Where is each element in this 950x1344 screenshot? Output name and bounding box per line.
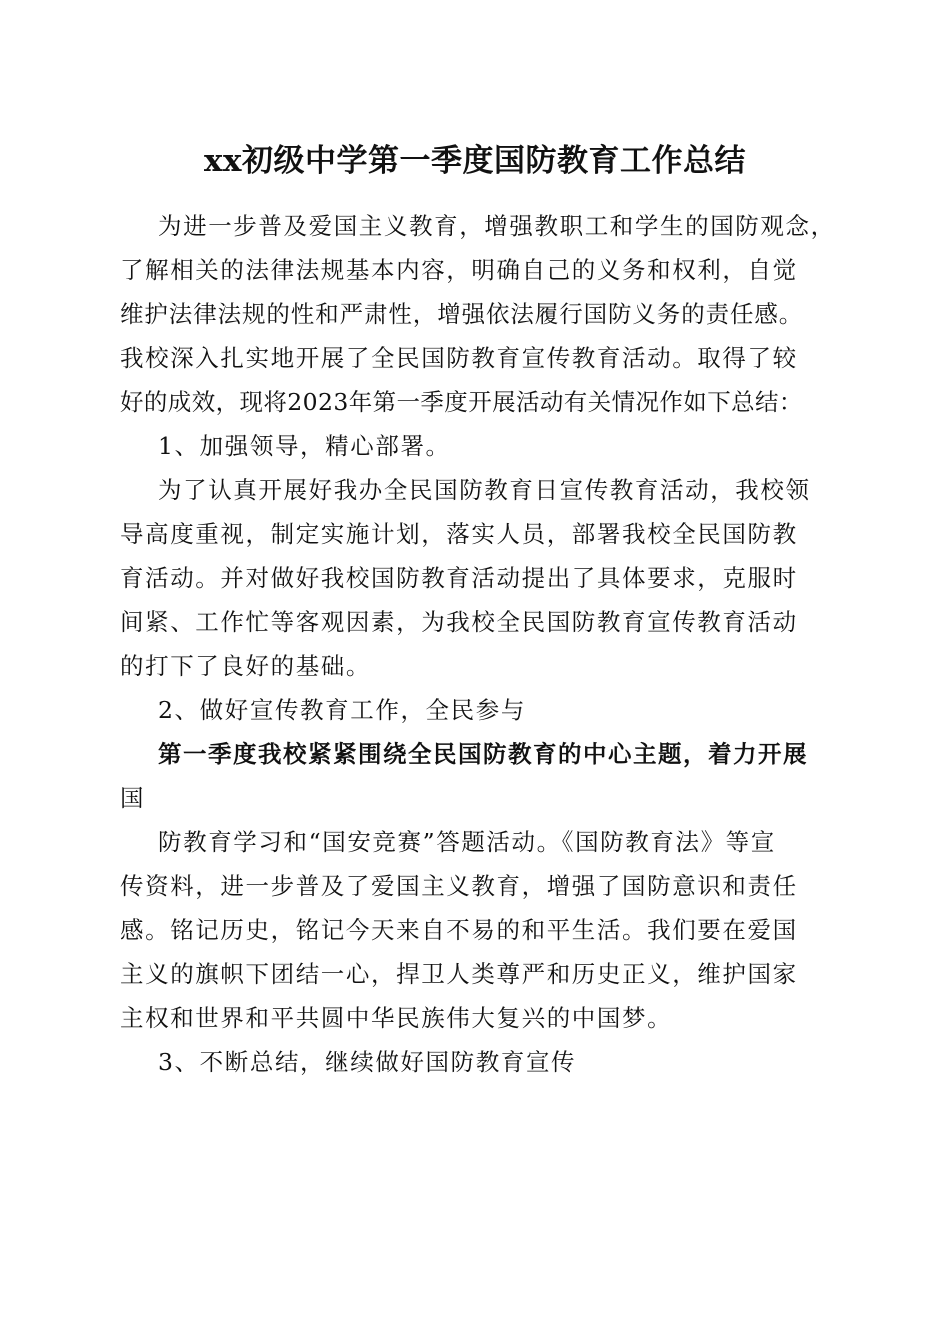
paragraph-line: 导高度重视，制定实施计划，落实人员，部署我校全民国防教 (120, 520, 798, 548)
paragraph-line: 主权和世界和平共圆中华民族伟大复兴的中国梦。 (120, 1004, 673, 1032)
paragraph-line: 感。铭记历史，铭记今天来自不易的和平生活。我们要在爱国 (120, 916, 798, 944)
section-heading: 2、做好宣传教育工作，全民参与 (158, 696, 526, 724)
paragraph-line: 为了认真开展好我办全民国防教育日宣传教育活动，我校领 (158, 476, 811, 504)
section-heading: 1、加强领导，精心部署。 (158, 432, 451, 460)
paragraph-line: 好的成效，现将2023年第一季度开展活动有关情况作如下总结： (120, 388, 803, 416)
section-heading: 3、不断总结，继续做好国防教育宣传 (158, 1048, 577, 1076)
paragraph-line: 育活动。并对做好我校国防教育活动提出了具体要求，克服时 (120, 564, 798, 592)
paragraph-line: 国 (120, 784, 146, 812)
paragraph-line: 间紧、工作忙等客观因素，为我校全民国防教育宣传教育活动 (120, 608, 798, 636)
paragraph-line: 维护法律法规的性和严肃性，增强依法履行国防义务的责任感。 (120, 300, 804, 328)
paragraph-line: 的打下了良好的基础。 (120, 652, 371, 680)
paragraph-line: 了解相关的法律法规基本内容，明确自己的义务和权利，自觉 (120, 256, 798, 284)
paragraph-line: 传资料，进一步普及了爱国主义教育，增强了国防意识和责任 (120, 872, 798, 900)
paragraph-line: 防教育学习和“国安竞赛”答题活动。《国防教育法》等宣 (158, 828, 776, 856)
paragraph-line: 主义的旗帜下团结一心，捍卫人类尊严和历史正义，维护国家 (120, 960, 798, 988)
document-body (120, 204, 840, 1084)
document-title: xx初级中学第一季度国防教育工作总结 (204, 143, 746, 179)
paragraph-line: 第一季度我校紧紧围绕全民国防教育的中心主题，着力开展 (158, 740, 808, 768)
paragraph-line: 为进一步普及爱国主义教育，增强教职工和学生的国防观念， (158, 212, 836, 240)
paragraph-line: 我校深入扎实地开展了全民国防教育宣传教育活动。取得了较 (120, 344, 798, 372)
